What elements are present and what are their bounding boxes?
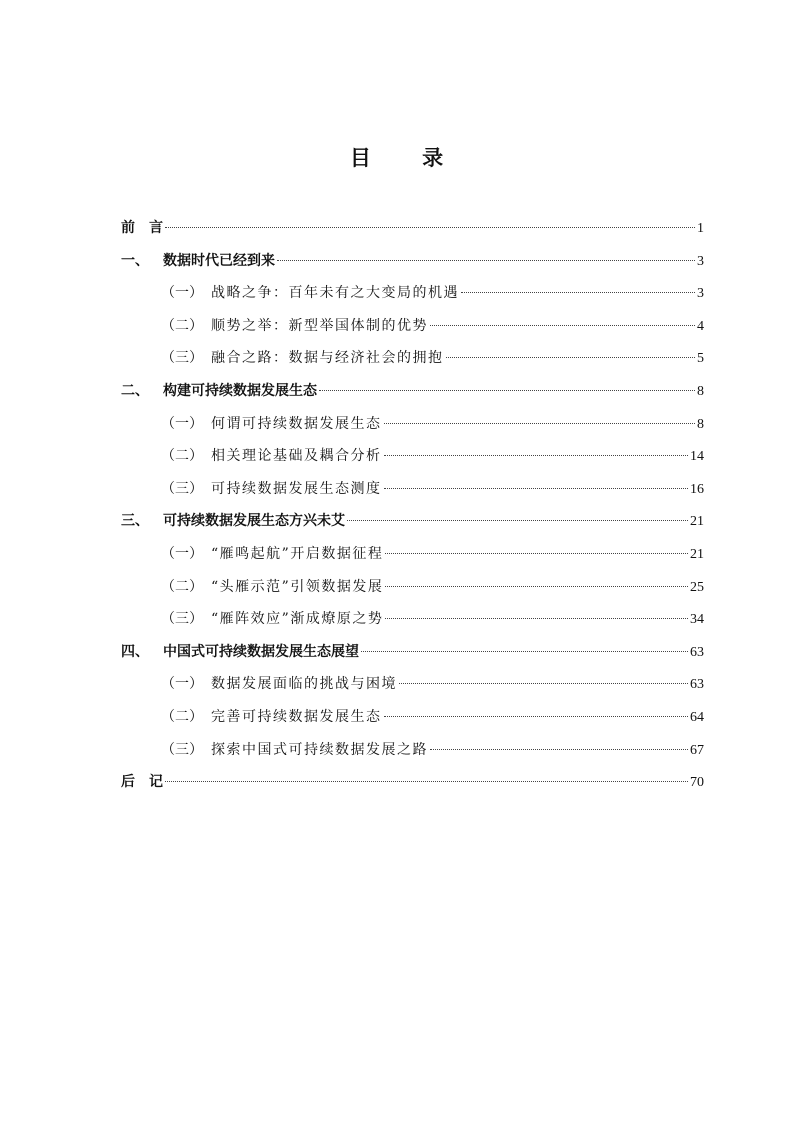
toc-entry-number: （三） xyxy=(161,741,203,758)
toc-entry-number: （二） xyxy=(161,317,203,334)
toc-entry-label: “雁鸣起航”开启数据征程 xyxy=(211,545,384,562)
dot-leader xyxy=(277,260,695,261)
toc-entry-page-number: 5 xyxy=(697,351,704,367)
toc-entry-number: （一） xyxy=(161,676,203,693)
toc-entry[interactable] xyxy=(121,505,704,538)
page-title: 目 录 xyxy=(349,146,466,170)
toc-entry[interactable] xyxy=(121,310,704,343)
toc-entry-number: （三） xyxy=(161,480,203,497)
toc-entry[interactable] xyxy=(121,538,704,571)
dot-leader xyxy=(385,553,688,554)
toc-entry-number: （二） xyxy=(161,448,203,465)
toc-entry-page-number: 63 xyxy=(690,677,704,693)
dot-leader xyxy=(385,618,688,619)
toc-entry-page-number: 14 xyxy=(690,449,704,465)
toc-entry[interactable] xyxy=(121,571,704,604)
toc-entry-number: （三） xyxy=(161,611,203,628)
toc-entry[interactable] xyxy=(121,734,704,767)
toc-entry[interactable] xyxy=(121,636,704,669)
toc-entry-label: 探索中国式可持续数据发展之路 xyxy=(211,741,428,758)
toc-entry-page-number: 64 xyxy=(690,709,704,725)
toc-entry-label: 顺势之举：新型举国体制的优势 xyxy=(211,317,428,334)
toc-entry-number: （一） xyxy=(161,285,203,302)
toc-entry-number: （二） xyxy=(161,708,203,725)
toc-entry-label: 数据时代已经到来 xyxy=(163,252,275,269)
toc-entry[interactable] xyxy=(121,408,704,441)
toc-entry-label: 何谓可持续数据发展生态 xyxy=(211,415,382,432)
toc-entry-page-number: 16 xyxy=(690,481,704,497)
toc-entry-number: （三） xyxy=(161,350,203,367)
toc-entry[interactable] xyxy=(121,277,704,310)
dot-leader xyxy=(385,586,688,587)
dot-leader xyxy=(446,357,696,358)
table-of-contents xyxy=(121,212,704,799)
toc-entry-page-number: 67 xyxy=(690,742,704,758)
toc-entry-label: 数据发展面临的挑战与困境 xyxy=(211,676,397,693)
toc-entry[interactable] xyxy=(121,603,704,636)
toc-entry-label: 构建可持续数据发展生态 xyxy=(163,382,317,399)
toc-entry-number: 一、 xyxy=(121,252,149,269)
toc-entry-label: “头雁示范”引领数据发展 xyxy=(211,578,384,595)
dot-leader xyxy=(384,716,689,717)
toc-entry[interactable] xyxy=(121,245,704,278)
toc-entry[interactable] xyxy=(121,440,704,473)
toc-entry-page-number: 3 xyxy=(697,286,704,302)
toc-entry-label: 中国式可持续数据发展生态展望 xyxy=(163,643,359,660)
toc-entry-number: 三、 xyxy=(121,513,149,530)
toc-entry-page-number: 21 xyxy=(690,514,704,530)
dot-leader xyxy=(361,651,688,652)
toc-entry-page-number: 8 xyxy=(697,416,704,432)
dot-leader xyxy=(430,325,695,326)
toc-entry[interactable] xyxy=(121,701,704,734)
toc-entry-label: 融合之路：数据与经济社会的拥抱 xyxy=(211,350,444,367)
toc-entry-label: “雁阵效应”渐成燎原之势 xyxy=(211,611,384,628)
toc-entry-label: 后 记 xyxy=(121,774,163,791)
toc-entry[interactable] xyxy=(121,668,704,701)
toc-entry-label: 相关理论基础及耦合分析 xyxy=(211,448,382,465)
toc-entry-number: （二） xyxy=(161,578,203,595)
dot-leader xyxy=(461,292,695,293)
toc-entry-page-number: 4 xyxy=(697,318,704,334)
toc-entry-number: 二、 xyxy=(121,382,149,399)
toc-entry-number: 四、 xyxy=(121,643,149,660)
toc-entry[interactable] xyxy=(121,766,704,799)
toc-entry-page-number: 63 xyxy=(690,644,704,660)
toc-entry-label: 战略之争：百年未有之大变局的机遇 xyxy=(211,285,459,302)
toc-entry-label: 完善可持续数据发展生态 xyxy=(211,708,382,725)
toc-entry-page-number: 21 xyxy=(690,546,704,562)
dot-leader xyxy=(399,683,688,684)
toc-entry-page-number: 8 xyxy=(697,383,704,399)
toc-entry[interactable] xyxy=(121,473,704,506)
toc-entry-label: 可持续数据发展生态测度 xyxy=(211,480,382,497)
toc-entry-label: 可持续数据发展生态方兴未艾 xyxy=(163,513,345,530)
dot-leader xyxy=(384,455,689,456)
dot-leader xyxy=(165,781,688,782)
dot-leader xyxy=(384,488,689,489)
toc-entry[interactable] xyxy=(121,212,704,245)
dot-leader xyxy=(384,423,696,424)
dot-leader xyxy=(347,520,688,521)
toc-entry-page-number: 1 xyxy=(697,221,704,236)
toc-entry[interactable] xyxy=(121,375,704,408)
toc-entry-page-number: 25 xyxy=(690,579,704,595)
toc-entry-number: （一） xyxy=(161,415,203,432)
toc-entry-number: （一） xyxy=(161,545,203,562)
dot-leader xyxy=(430,749,688,750)
toc-entry-label: 前 言 xyxy=(121,220,163,236)
toc-entry-page-number: 34 xyxy=(690,612,704,628)
dot-leader xyxy=(319,390,695,391)
toc-entry[interactable] xyxy=(121,342,704,375)
toc-entry-page-number: 3 xyxy=(697,253,704,269)
toc-entry-page-number: 70 xyxy=(690,775,704,791)
dot-leader xyxy=(165,227,695,228)
